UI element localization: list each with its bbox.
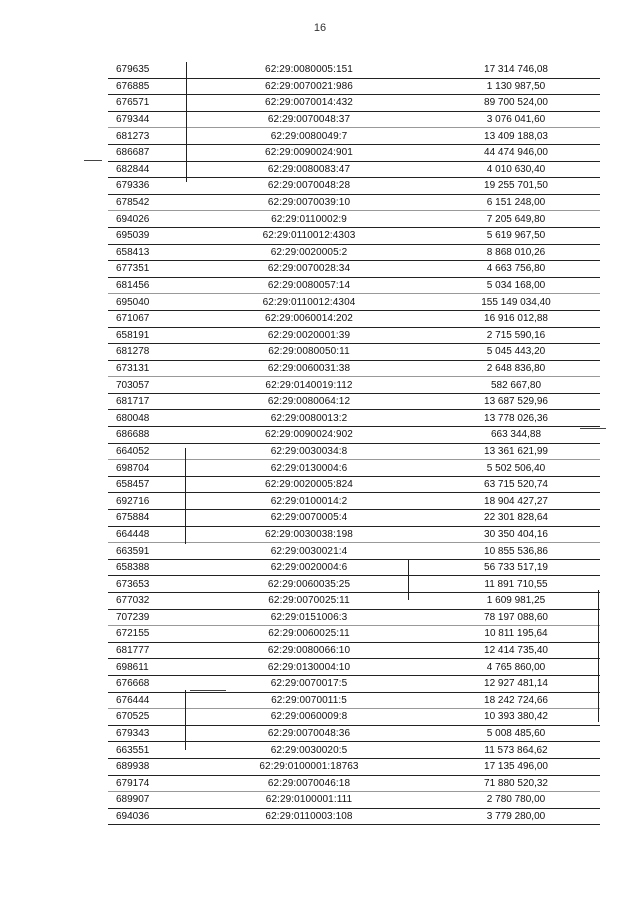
cadastral-number-cell: 62:29:0080049:7 xyxy=(270,130,348,142)
cadastral-number-cell: 62:29:0100001:18763 xyxy=(259,761,359,773)
object-id-cell: 694036 xyxy=(116,811,150,823)
table-row xyxy=(108,742,600,759)
table-row xyxy=(108,626,600,643)
column-rule-mid-lower xyxy=(185,690,186,750)
value-cell: 5 034 168,00 xyxy=(486,280,546,292)
object-id-cell: 675884 xyxy=(116,512,150,524)
table-row xyxy=(108,162,600,179)
object-id-cell: 678542 xyxy=(116,197,150,209)
column-rule-left xyxy=(186,62,187,182)
object-id-cell: 692716 xyxy=(116,495,150,507)
object-id-cell: 658457 xyxy=(116,479,150,491)
value-cell: 5 619 967,50 xyxy=(486,230,546,242)
object-id-cell: 676444 xyxy=(116,694,150,706)
object-id-cell: 670525 xyxy=(116,711,150,723)
value-cell: 18 242 724,66 xyxy=(484,694,548,706)
object-id-cell: 679174 xyxy=(116,777,150,789)
cadastral-number-cell: 62:29:0090024:901 xyxy=(265,147,353,159)
scan-dash xyxy=(84,160,102,161)
value-cell: 89 700 524,00 xyxy=(484,97,548,109)
cadastral-number-cell: 62:29:0080005:151 xyxy=(265,64,353,76)
object-id-cell: 677351 xyxy=(116,263,150,275)
table-row xyxy=(108,261,600,278)
column-rule-right xyxy=(408,560,409,600)
cadastral-number-cell: 62:29:0110012:4304 xyxy=(262,296,356,308)
table-row xyxy=(108,311,600,328)
table-row xyxy=(108,610,600,627)
table-row xyxy=(108,560,600,577)
cadastral-number-cell: 62:29:0060035:25 xyxy=(267,578,351,590)
cadastral-number-cell: 62:29:0140019:112 xyxy=(265,379,353,391)
object-id-cell: 679336 xyxy=(116,180,150,192)
value-cell: 2 648 836,80 xyxy=(486,362,546,374)
value-cell: 2 715 590,16 xyxy=(486,329,546,341)
object-id-cell: 676885 xyxy=(116,80,150,92)
table-row xyxy=(108,460,600,477)
object-id-cell: 695039 xyxy=(116,230,150,242)
value-cell: 7 205 649,80 xyxy=(486,213,546,225)
cadastral-number-cell: 62:29:0110012:4303 xyxy=(262,230,356,242)
table-row xyxy=(108,245,600,262)
table-row xyxy=(108,676,600,693)
value-cell: 4 010 630,40 xyxy=(486,163,546,175)
object-id-cell: 686687 xyxy=(116,147,150,159)
cadastral-number-cell: 62:29:0060014:202 xyxy=(265,313,353,325)
cadastral-number-cell: 62:29:0020001:39 xyxy=(267,329,351,341)
object-id-cell: 703057 xyxy=(116,379,150,391)
table-row xyxy=(108,112,600,129)
cadastral-number-cell: 62:29:0070048:36 xyxy=(267,728,351,740)
object-id-cell: 689907 xyxy=(116,794,150,806)
table-row xyxy=(108,643,600,660)
value-cell: 1 609 981,25 xyxy=(486,595,546,607)
value-cell: 12 927 481,14 xyxy=(484,678,548,690)
cadastral-number-cell: 62:29:0090024:902 xyxy=(265,429,353,441)
object-id-cell: 663551 xyxy=(116,744,150,756)
value-cell: 5 045 443,20 xyxy=(486,346,546,358)
table-row xyxy=(108,527,600,544)
table-row xyxy=(108,228,600,245)
object-id-cell: 681456 xyxy=(116,280,150,292)
cadastral-number-cell: 62:29:0080013:2 xyxy=(270,412,348,424)
value-cell: 16 916 012,88 xyxy=(484,313,548,325)
object-id-cell: 680048 xyxy=(116,412,150,424)
value-cell: 3 779 280,00 xyxy=(486,811,546,823)
object-id-cell: 663591 xyxy=(116,545,150,557)
cadastral-number-cell: 62:29:0020004:6 xyxy=(270,562,348,574)
cadastral-number-cell: 62:29:0070005:4 xyxy=(270,512,348,524)
table-row xyxy=(108,377,600,394)
cadastral-number-cell: 62:29:0100014:2 xyxy=(270,495,348,507)
object-id-cell: 707239 xyxy=(116,611,150,623)
object-id-cell: 686688 xyxy=(116,429,150,441)
table-row xyxy=(108,510,600,527)
value-cell: 663 344,88 xyxy=(490,429,542,441)
object-id-cell: 673653 xyxy=(116,578,150,590)
cadastral-number-cell: 62:29:0070028:34 xyxy=(267,263,351,275)
object-id-cell: 673131 xyxy=(116,362,150,374)
value-cell: 63 715 520,74 xyxy=(484,479,548,491)
data-table xyxy=(108,62,600,825)
object-id-cell: 671067 xyxy=(116,313,150,325)
object-id-cell: 664448 xyxy=(116,528,150,540)
column-rule-left-lower xyxy=(185,448,186,544)
value-cell: 6 151 248,00 xyxy=(486,197,546,209)
table-row xyxy=(108,278,600,295)
table-row xyxy=(108,543,600,560)
table-row xyxy=(108,693,600,710)
table-row xyxy=(108,444,600,461)
object-id-cell: 689938 xyxy=(116,761,150,773)
table-row xyxy=(108,776,600,793)
cadastral-number-cell: 62:29:0130004:10 xyxy=(267,661,351,673)
value-cell: 13 778 026,36 xyxy=(484,412,548,424)
cadastral-number-cell: 62:29:0080083:47 xyxy=(267,163,351,175)
table-row xyxy=(108,659,600,676)
table-row xyxy=(108,145,600,162)
cadastral-number-cell: 62:29:0070048:28 xyxy=(267,180,351,192)
cadastral-number-cell: 62:29:0070046:18 xyxy=(267,777,351,789)
value-cell: 3 076 041,60 xyxy=(486,114,546,126)
table-row xyxy=(108,726,600,743)
value-cell: 18 904 427,27 xyxy=(484,495,548,507)
cadastral-number-cell: 62:29:0110002:9 xyxy=(271,213,347,225)
object-id-cell: 695040 xyxy=(116,296,150,308)
object-id-cell: 658191 xyxy=(116,329,150,341)
cadastral-number-cell: 62:29:0080066:10 xyxy=(267,645,351,657)
object-id-cell: 698704 xyxy=(116,462,150,474)
cadastral-number-cell: 62:29:0070039:10 xyxy=(267,197,351,209)
table-row xyxy=(108,493,600,510)
table-row xyxy=(108,792,600,809)
value-cell: 4 765 860,00 xyxy=(486,661,546,673)
object-id-cell: 676571 xyxy=(116,97,150,109)
cadastral-number-cell: 62:29:0100001:111 xyxy=(265,794,353,806)
value-cell: 44 474 946,00 xyxy=(484,147,548,159)
value-cell: 11 573 864,62 xyxy=(484,744,548,756)
value-cell: 10 811 195,64 xyxy=(484,628,548,640)
table-row xyxy=(108,128,600,145)
page-number: 16 xyxy=(313,22,327,34)
object-id-cell: 682844 xyxy=(116,163,150,175)
cadastral-number-cell: 62:29:0130004:6 xyxy=(270,462,348,474)
table-row xyxy=(108,477,600,494)
object-id-cell: 698611 xyxy=(116,661,149,673)
table-row xyxy=(108,195,600,212)
cadastral-number-cell: 62:29:0070014:432 xyxy=(265,97,353,109)
object-id-cell: 679343 xyxy=(116,728,150,740)
cadastral-number-cell: 62:29:0070025:11 xyxy=(268,595,350,607)
object-id-cell: 681278 xyxy=(116,346,150,358)
value-cell: 56 733 517,19 xyxy=(484,562,548,574)
table-row xyxy=(108,394,600,411)
value-cell: 13 687 529,96 xyxy=(484,396,548,408)
table-row xyxy=(108,576,600,593)
cadastral-number-cell: 62:29:0070011:5 xyxy=(271,694,347,706)
cadastral-number-cell: 62:29:0080057:14 xyxy=(267,280,351,292)
table-row xyxy=(108,62,600,79)
table-row xyxy=(108,759,600,776)
table-row xyxy=(108,410,600,427)
cadastral-number-cell: 62:29:0151006:3 xyxy=(270,611,348,623)
cadastral-number-cell: 62:29:0020005:2 xyxy=(270,246,348,258)
object-id-cell: 679344 xyxy=(116,114,150,126)
cadastral-number-cell: 62:29:0030020:5 xyxy=(270,744,348,756)
table-row xyxy=(108,809,600,826)
cadastral-number-cell: 62:29:0080064:12 xyxy=(267,396,351,408)
cadastral-number-cell: 62:29:0030038:198 xyxy=(265,528,353,540)
table-row xyxy=(108,328,600,345)
cadastral-number-cell: 62:29:0080050:11 xyxy=(268,346,350,358)
value-cell: 17 314 746,08 xyxy=(484,64,548,76)
column-rule-edge xyxy=(598,590,599,722)
table-row xyxy=(108,593,600,610)
cadastral-number-cell: 62:29:0070017:5 xyxy=(270,678,348,690)
value-cell: 22 301 828,64 xyxy=(484,512,548,524)
table-row xyxy=(108,95,600,112)
table-row xyxy=(108,361,600,378)
value-cell: 2 780 780,00 xyxy=(486,794,546,806)
table-row xyxy=(108,178,600,195)
cadastral-number-cell: 62:29:0060025:11 xyxy=(268,628,350,640)
table-row xyxy=(108,344,600,361)
object-id-cell: 672155 xyxy=(116,628,150,640)
value-cell: 17 135 496,00 xyxy=(484,761,548,773)
cadastral-number-cell: 62:29:0030021:4 xyxy=(270,545,348,557)
cadastral-number-cell: 62:29:0070021:986 xyxy=(265,80,353,92)
value-cell: 78 197 088,60 xyxy=(484,611,548,623)
table-row xyxy=(108,427,600,444)
value-cell: 10 855 536,86 xyxy=(484,545,548,557)
value-cell: 13 361 621,99 xyxy=(484,445,548,457)
value-cell: 5 008 485,60 xyxy=(486,728,546,740)
cadastral-number-cell: 62:29:0060009:8 xyxy=(270,711,348,723)
scan-dash xyxy=(580,428,606,429)
table-row xyxy=(108,79,600,96)
table-row xyxy=(108,294,600,311)
value-cell: 19 255 701,50 xyxy=(484,180,548,192)
value-cell: 13 409 188,03 xyxy=(484,130,548,142)
object-id-cell: 658413 xyxy=(116,246,150,258)
value-cell: 8 868 010,26 xyxy=(486,246,546,258)
table-row xyxy=(108,709,600,726)
value-cell: 155 149 034,40 xyxy=(481,296,551,308)
value-cell: 30 350 404,16 xyxy=(484,528,548,540)
value-cell: 11 891 710,55 xyxy=(484,578,548,590)
object-id-cell: 694026 xyxy=(116,213,150,225)
object-id-cell: 681273 xyxy=(116,130,150,142)
object-id-cell: 681717 xyxy=(116,396,150,408)
object-id-cell: 679635 xyxy=(116,64,150,76)
cadastral-number-cell: 62:29:0060031:38 xyxy=(267,362,351,374)
value-cell: 582 667,80 xyxy=(490,379,542,391)
table-row xyxy=(108,211,600,228)
object-id-cell: 681777 xyxy=(116,645,150,657)
value-cell: 71 880 520,32 xyxy=(484,777,548,789)
scan-dash xyxy=(190,690,226,691)
value-cell: 12 414 735,40 xyxy=(484,645,548,657)
value-cell: 1 130 987,50 xyxy=(486,80,546,92)
value-cell: 10 393 380,42 xyxy=(484,711,548,723)
cadastral-number-cell: 62:29:0070048:37 xyxy=(267,114,351,126)
object-id-cell: 658388 xyxy=(116,562,150,574)
cadastral-number-cell: 62:29:0020005:824 xyxy=(265,479,353,491)
cadastral-number-cell: 62:29:0110003:108 xyxy=(265,811,353,823)
object-id-cell: 664052 xyxy=(116,445,150,457)
object-id-cell: 676668 xyxy=(116,678,150,690)
value-cell: 4 663 756,80 xyxy=(486,263,546,275)
cadastral-number-cell: 62:29:0030034:8 xyxy=(270,445,348,457)
object-id-cell: 677032 xyxy=(116,595,150,607)
value-cell: 5 502 506,40 xyxy=(486,462,546,474)
